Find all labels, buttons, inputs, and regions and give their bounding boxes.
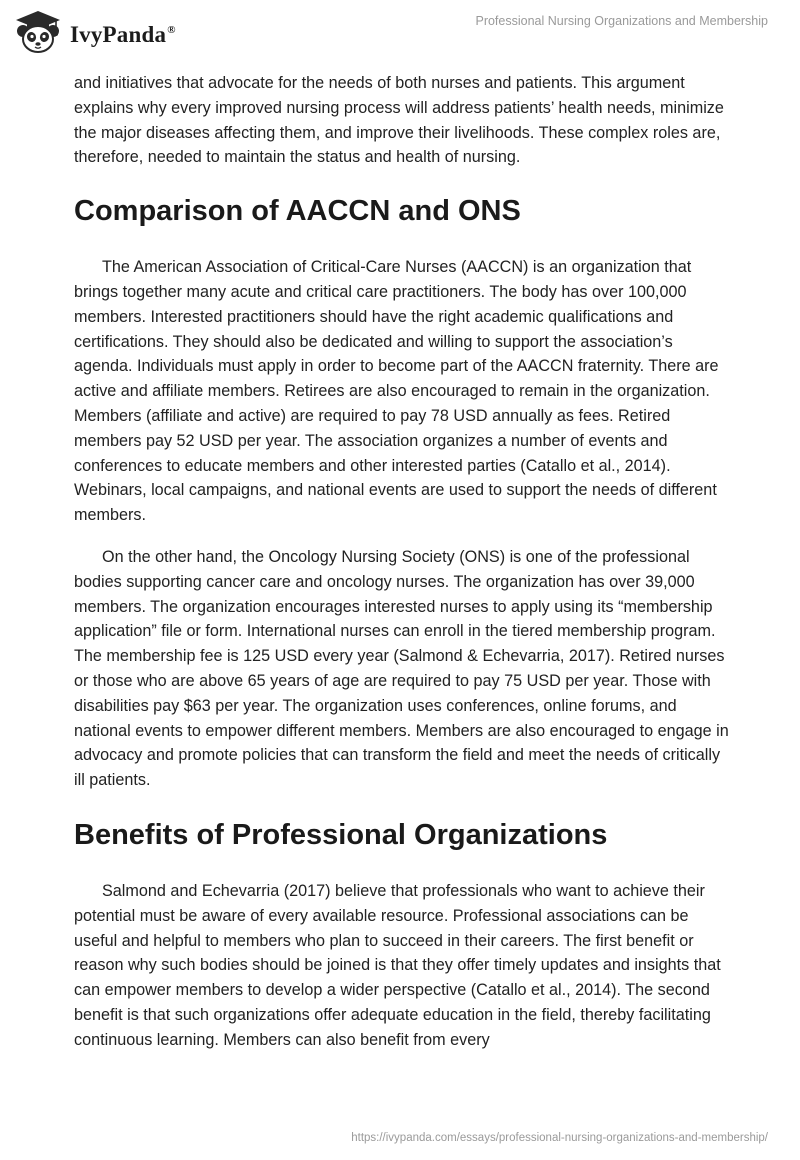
source-url[interactable]: https://ivypanda.com/essays/professional-nursing-organizations-and-membership/ — [351, 1132, 768, 1144]
page-header — [0, 0, 800, 62]
brand-name: IvyPanda® — [70, 22, 176, 47]
intro-paragraph: and initiatives that advocate for the needs of both nurses and patients. This argument explains why every improved nursing process will address patients’ health needs, minimize the major diseases affecting them, and improve their livelihoods. These complex roles are, therefore, needed to maintain the status and health of nursing. — [74, 74, 724, 167]
section-heading-benefits: Benefits of Professional Organizations — [74, 818, 608, 851]
section-heading-comparison: Comparison of AACCN and ONS — [74, 195, 521, 228]
brand-logo[interactable] — [12, 9, 176, 55]
panda-graduate-icon — [12, 9, 64, 55]
document-title: Professional Nursing Organizations and Membership — [475, 14, 768, 28]
paragraph-benefits: Salmond and Echevarria (2017) believe that professionals who want to achieve their potential must be aware of every available resource. Professional associations can be useful and helpful to members who plan to succeed in their careers. The first benefit or reason why such bodies should be joined is that they offer timely updates and insights that can empower members to develop a wider perspective (Catallo et al., 2014). The second benefit is that such organizations offer adequate education in the field, thereby facilitating continuous learning. Members can also benefit from every — [74, 881, 721, 1049]
paragraph-aaccn: The American Association of Critical-Care Nurses (AACCN) is an organization that brings together many acute and critical care practitioners. The body has over 100,000 members. Interested practitioners should have the right academic qualifications and certifications. They should also be dedicated and willing to support the association’s agenda. Individuals must apply in order to become part of the AACCN fraternity. There are active and affiliate members. Retirees are also encouraged to remain in the organization. Members (affiliate and active) are required to pay 78 USD annually as fees. Retired members pay 52 USD per year. The association organizes a number of events and conferences to educate members and other interested parties (Catallo et al., 2014). Webinars, local campaigns, and national events are used to support the needs of different members. — [74, 258, 719, 525]
paragraph-ons: On the other hand, the Oncology Nursing Society (ONS) is one of the professional bodies supporting cancer care and oncology nurses. The organization has over 39,000 members. The organization encourages interested nurses to apply using its “membership application” file or form. International nurses can enroll in the tiered membership program. The membership fee is 125 USD every year (Salmond & Echevarria, 2017). Retired nurses or those who are above 65 years of age are required to pay 75 USD per year. Those with disabilities pay $63 per year. The organization uses conferences, online forums, and national events to empower different members. Members are also encouraged to engage in advocacy and promote policies that can transform the field and meet the needs of critically ill patients. — [74, 547, 729, 790]
essay-content — [74, 71, 734, 1053]
